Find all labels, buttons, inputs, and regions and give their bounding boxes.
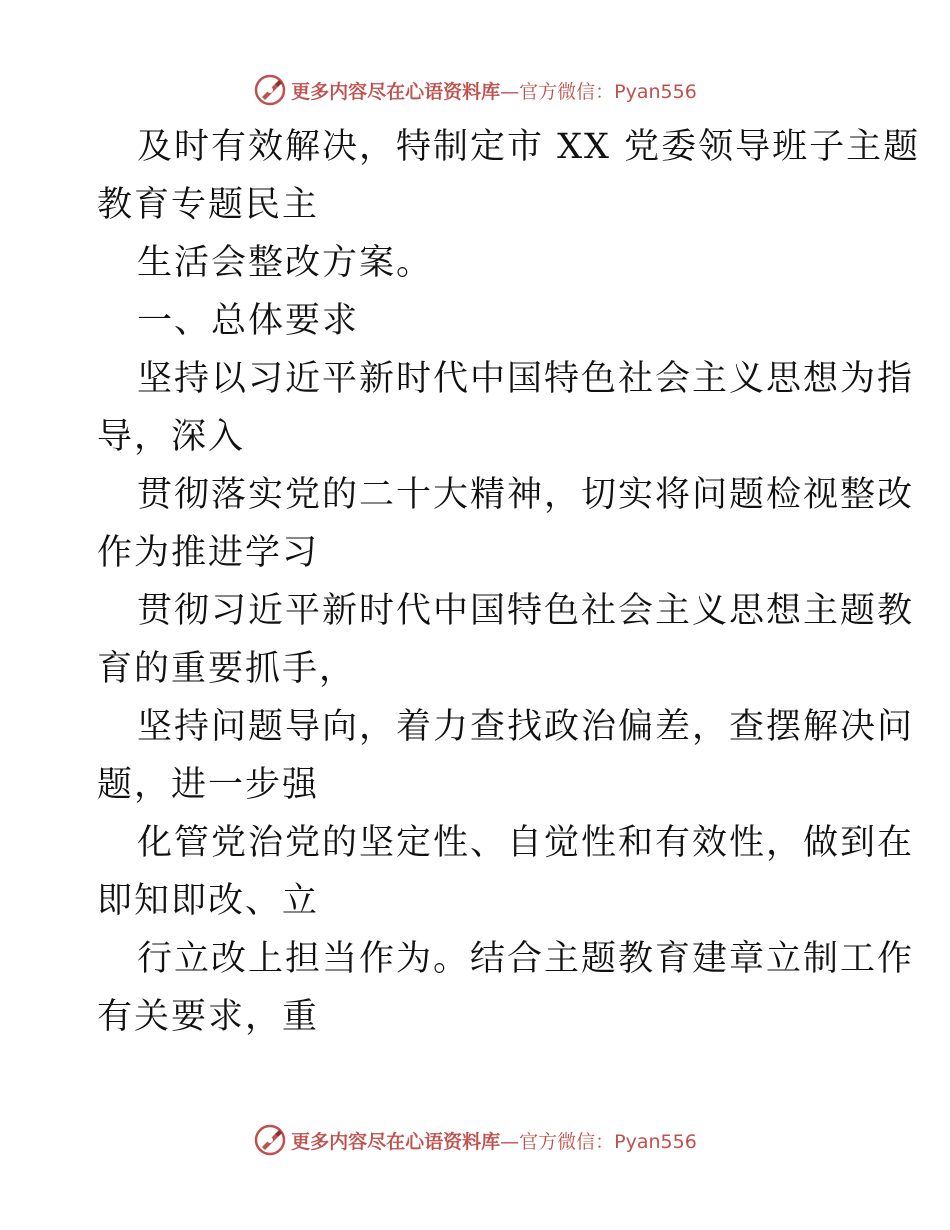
text-line: 一、总体要求: [137, 301, 360, 341]
watermark-header: [0, 72, 950, 108]
text-line: 导，深入: [97, 417, 246, 457]
text-line: 行立改上担当作为。结合主题教育建章立制工作: [137, 939, 915, 979]
text-line: 有关要求，重: [97, 997, 320, 1037]
text-line: 作为推进学习: [97, 533, 320, 573]
text-line: 及时有效解决，特制定市 XX 党委领导班子主题: [137, 127, 921, 167]
watermark-sub-text: —官方微信：Pyan556: [500, 1130, 697, 1153]
text-line: 教育专题民主: [97, 185, 320, 225]
text-line: 坚持以习近平新时代中国特色社会主义思想为指: [137, 359, 915, 399]
watermark-footer: [0, 1122, 950, 1158]
text-line: 生活会整改方案。: [137, 243, 434, 283]
text-line: 贯彻习近平新时代中国特色社会主义思想主题教: [137, 591, 915, 631]
watermark-sub-text: —官方微信：Pyan556: [500, 80, 697, 103]
text-line: 育的重要抓手，: [97, 649, 357, 689]
pen-logo-icon: [253, 1123, 287, 1157]
text-line: 贯彻落实党的二十大精神，切实将问题检视整改: [137, 475, 915, 515]
text-line: 题，进一步强: [97, 765, 320, 805]
watermark-main-text: 更多内容尽在心语资料库: [291, 80, 501, 103]
text-line: 即知即改、立: [97, 881, 320, 921]
watermark-main-text: 更多内容尽在心语资料库: [291, 1130, 501, 1153]
text-line: 化管党治党的坚定性、自觉性和有效性，做到在: [137, 823, 915, 863]
pen-logo-icon: [253, 73, 287, 107]
document-body: [97, 118, 921, 1046]
text-line: 坚持问题导向，着力查找政治偏差，查摆解决问: [137, 707, 915, 747]
